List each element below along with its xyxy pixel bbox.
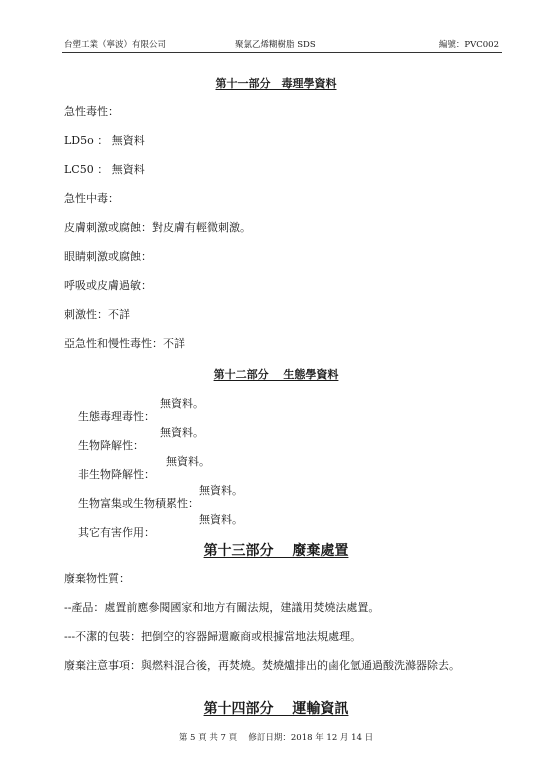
section-14-title: 第十四部分 運輸資訊 xyxy=(203,701,349,717)
bioaccumulation-label: 生物富集或生物積累性： xyxy=(78,497,199,510)
acute-poisoning-line: 急性中毒： xyxy=(64,192,119,205)
abiotic-degradation-value: 無資料。 xyxy=(166,455,210,468)
ecotoxicity-value: 無資料。 xyxy=(160,397,204,410)
other-effects-value: 無資料。 xyxy=(199,513,243,526)
header-divider xyxy=(62,52,502,53)
acute-toxicity-line: 急性毒性： xyxy=(64,105,119,118)
header-doc-code: 編號：PVC002 xyxy=(438,40,499,50)
bioaccumulation-value: 無資料。 xyxy=(199,484,243,497)
header-company: 台塑工業（寧波）有限公司 xyxy=(64,40,167,50)
irritancy-line: 刺激性：不詳 xyxy=(64,308,130,321)
section-13-title: 第十三部分 廢棄處置 xyxy=(203,543,349,559)
waste-nature-line: 廢棄物性質： xyxy=(64,572,130,585)
ecotoxicity-label: 生態毒理毒性： xyxy=(78,410,155,423)
lc50-line: LC50 ： 無資料 xyxy=(64,163,145,176)
biodegradability-label: 生物降解性： xyxy=(78,439,144,452)
eye-irritation-line: 眼睛刺激或腐蝕： xyxy=(64,250,152,263)
skin-irritation-line: 皮膚刺激或腐蝕：對皮膚有輕微刺激。 xyxy=(64,221,251,234)
biodegradability-value: 無資料。 xyxy=(160,426,204,439)
product-disposal-line: --產品：處置前應參閱國家和地方有關法規，建議用焚燒法處置。 xyxy=(64,601,380,614)
section-11-title: 第十一部分 毒理學資料 xyxy=(215,77,337,90)
disposal-notes-line: 廢棄注意事項：與燃料混合後，再焚燒。焚燒爐排出的鹵化氫通過酸洗滌器除去。 xyxy=(64,659,460,672)
ld50-line: LD5o ： 無資料 xyxy=(64,134,145,147)
other-effects-label: 其它有害作用： xyxy=(78,526,155,539)
abiotic-degradation-label: 非生物降解性： xyxy=(78,468,155,481)
packaging-disposal-line: ---不潔的包裝：把倒空的容器歸還廠商或根據當地法規處理。 xyxy=(64,630,362,643)
header-product: 聚氯乙烯糊樹脂 SDS xyxy=(235,40,316,50)
chronic-toxicity-line: 亞急性和慢性毒性：不詳 xyxy=(64,337,185,350)
sensitization-line: 呼吸或皮膚過敏： xyxy=(64,279,152,292)
section-12-title: 第十二部分 生態學資料 xyxy=(213,368,339,381)
page-footer: 第 5 頁 共 7 頁 修訂日期：2018 年 12 月 14 日 xyxy=(178,733,374,743)
